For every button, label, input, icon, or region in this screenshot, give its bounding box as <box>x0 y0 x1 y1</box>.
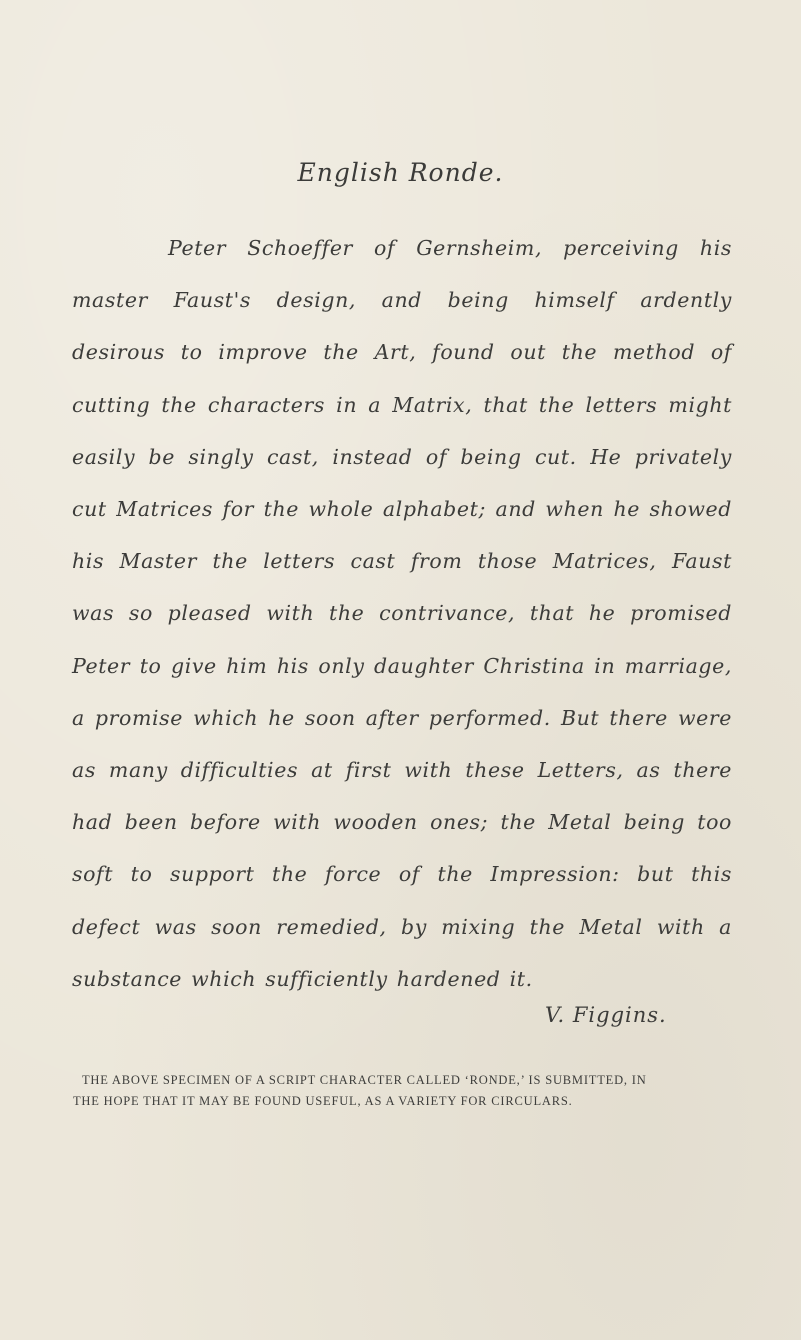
specimen-paragraph: Peter Schoeffer of Gernsheim, perceiving his master Faust's design, and being himself ardently desirous to improve the Art, found out the method of cutting the characters in a Matrix, that the letters might easily be singly cast, instead of being cut. He privately cut Matrices for the whole alphabet; and when he showed his Master the letters cast from those Matrices, Faust was so pleased with the contrivance, that he promised Peter to give him his only daughter Christina in marriage, a promise which he soon after performed. But there were as many difficulties at first with these Letters, as there had been before with wooden ones; the Metal being too soft to support the force of the Impression: but this defect was soon remedied, by mixing the Metal with a substance which sufficiently hardened it. <box>72 236 732 991</box>
caption-note <box>73 1070 742 1112</box>
caption-line-1: THE ABOVE SPECIMEN OF A SCRIPT CHARACTER CALLED ‘RONDE,’ IS SUBMITTED, IN <box>82 1073 647 1087</box>
caption-line-2: THE HOPE THAT IT MAY BE FOUND USEFUL, AS A VARIETY FOR CIRCULARS. <box>73 1094 573 1108</box>
page-title: English Ronde. <box>297 158 504 187</box>
signature: V. Figgins. <box>545 1003 667 1027</box>
